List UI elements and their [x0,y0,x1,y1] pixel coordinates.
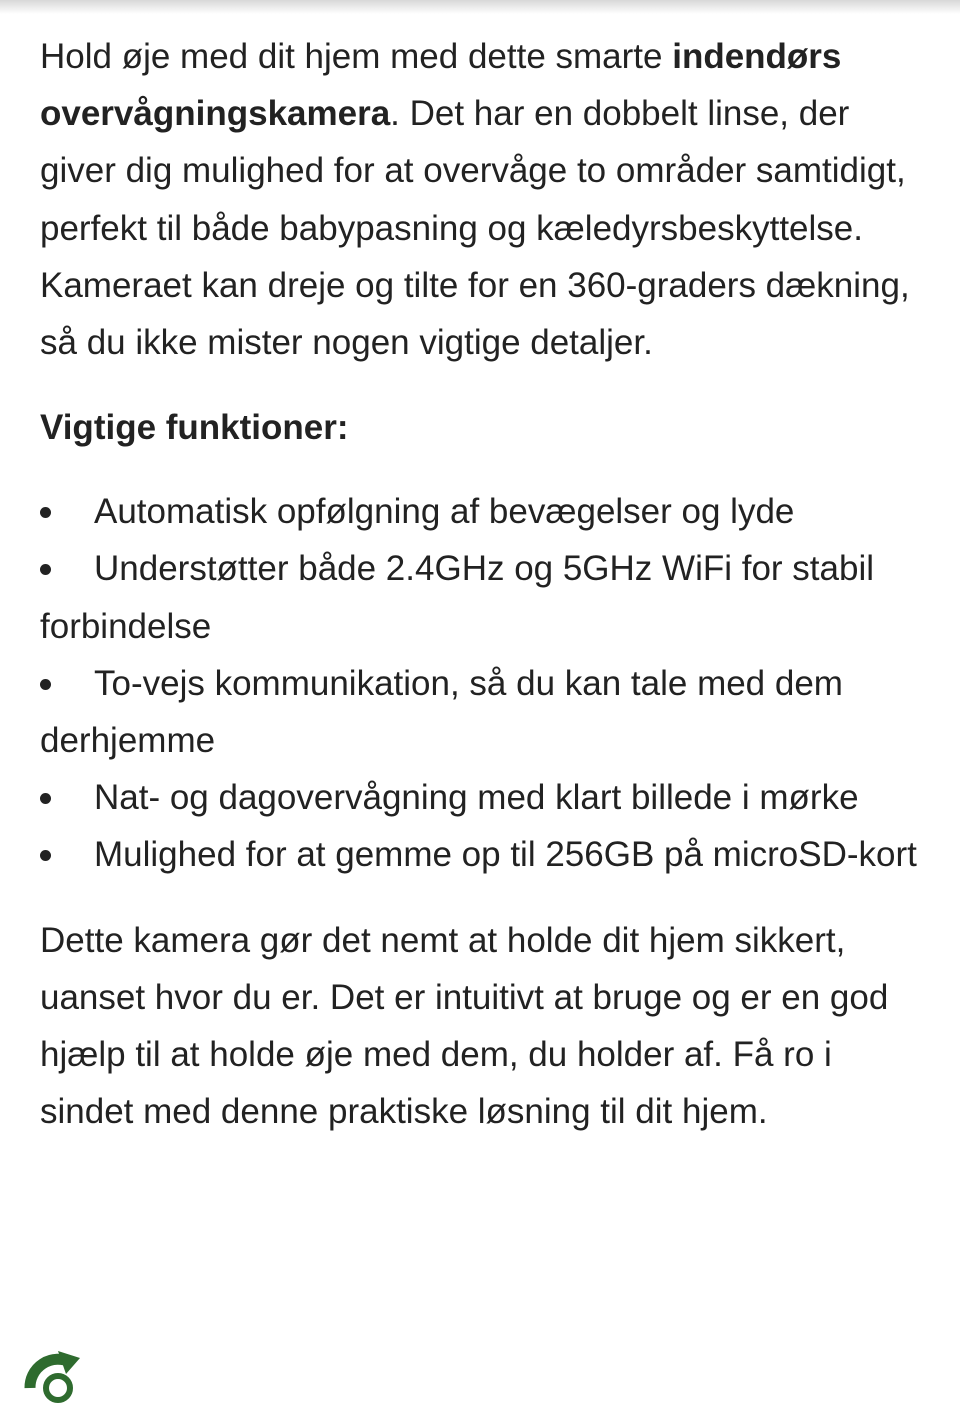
feature-text: Mulighed for at gemme op til 256GB på microSD-kort [94,835,917,875]
feature-text: Nat- og dagovervågning med klart billede i mørke [94,778,859,818]
feature-text: Automatisk opfølgning af bevægelser og lyde [94,492,795,532]
intro-text-rest: . Det har en dobbelt linse, der giver dig mulighed for at overvåge to områder samtidigt, perfekt til både babypasning og kæledyrsbeskyttelse. Kameraet kan dreje og tilte for en 360-graders dækning, så du ikke mister nogen vigtige detaljer. [40,94,910,363]
list-item [40,540,925,654]
list-item [40,655,925,769]
bullet-icon [40,564,51,575]
bullet-icon [40,850,51,861]
feature-text: To-vejs kommunikation, så du kan tale med dem derhjemme [40,663,843,761]
bullet-icon [40,507,51,518]
intro-text: Hold øje med dit hjem med dette smarte [40,37,673,76]
features-heading: Vigtige funktioner: [40,408,349,448]
outro-paragraph: Dette kamera gør det nemt at holde dit hjem sikkert, uanset hvor du er. Det er intuitivt at bruge og er en god hjælp til at holde øje med dem, du holder af. Få ro i sindet med denne praktiske løsning til dit hjem. [40,920,889,1132]
bullet-icon [40,679,51,690]
product-description [40,28,925,1140]
refresh-icon[interactable] [18,1348,98,1428]
list-item [40,769,925,826]
intro-bold-text: indendørs overvågningskamera [40,37,842,134]
feature-text: Understøtter både 2.4GHz og 5GHz WiFi for stabil forbindelse [40,549,874,646]
list-item [40,483,925,540]
list-item [40,826,925,883]
top-shadow [0,0,960,14]
features-list [40,483,925,883]
intro-paragraph [40,28,925,371]
bullet-icon [40,793,51,804]
